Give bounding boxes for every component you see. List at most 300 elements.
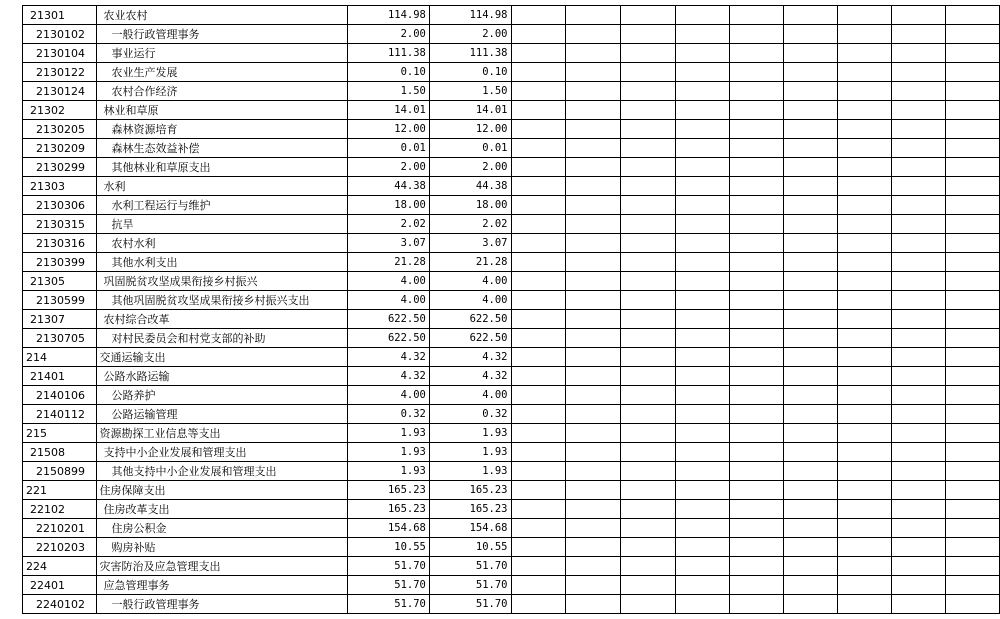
cell-empty	[784, 101, 838, 120]
cell-empty	[784, 272, 838, 291]
cell-empty	[566, 500, 621, 519]
cell-empty	[676, 405, 730, 424]
cell-empty	[891, 272, 945, 291]
cell-code: 21301	[23, 6, 97, 25]
cell-empty	[945, 538, 999, 557]
table-row	[23, 63, 1000, 82]
cell-empty	[511, 215, 566, 234]
cell-name: 森林生态效益补偿	[96, 139, 348, 158]
cell-empty	[566, 291, 621, 310]
cell-empty	[945, 63, 999, 82]
cell-empty	[676, 481, 730, 500]
cell-empty	[676, 63, 730, 82]
table-row	[23, 386, 1000, 405]
cell-empty	[838, 253, 892, 272]
cell-empty	[730, 310, 784, 329]
cell-empty	[891, 158, 945, 177]
cell-empty	[511, 253, 566, 272]
cell-empty	[511, 44, 566, 63]
cell-empty	[945, 519, 999, 538]
cell-empty	[945, 291, 999, 310]
cell-empty	[838, 367, 892, 386]
cell-empty	[891, 101, 945, 120]
cell-empty	[511, 405, 566, 424]
cell-empty	[838, 310, 892, 329]
cell-code: 2130399	[23, 253, 97, 272]
cell-empty	[566, 462, 621, 481]
cell-empty	[838, 291, 892, 310]
cell-empty	[945, 82, 999, 101]
cell-empty	[838, 481, 892, 500]
cell-empty	[676, 158, 730, 177]
cell-empty	[676, 196, 730, 215]
cell-basic: 0.32	[429, 405, 511, 424]
cell-empty	[511, 424, 566, 443]
cell-empty	[511, 538, 566, 557]
cell-total: 21.28	[348, 253, 430, 272]
cell-empty	[891, 519, 945, 538]
cell-total: 2.00	[348, 25, 430, 44]
table-row	[23, 44, 1000, 63]
cell-empty	[511, 25, 566, 44]
table-row	[23, 519, 1000, 538]
cell-name: 资源勘探工业信息等支出	[96, 424, 348, 443]
cell-empty	[676, 348, 730, 367]
cell-empty	[838, 120, 892, 139]
cell-basic: 622.50	[429, 310, 511, 329]
cell-empty	[730, 44, 784, 63]
cell-empty	[676, 272, 730, 291]
cell-code: 2130104	[23, 44, 97, 63]
cell-code: 21307	[23, 310, 97, 329]
cell-basic: 622.50	[429, 329, 511, 348]
cell-empty	[511, 234, 566, 253]
cell-total: 0.32	[348, 405, 430, 424]
cell-code: 21508	[23, 443, 97, 462]
cell-basic: 114.98	[429, 6, 511, 25]
cell-empty	[945, 367, 999, 386]
cell-empty	[945, 500, 999, 519]
cell-empty	[945, 253, 999, 272]
cell-empty	[511, 481, 566, 500]
cell-empty	[676, 367, 730, 386]
cell-empty	[891, 481, 945, 500]
cell-empty	[730, 348, 784, 367]
cell-empty	[511, 63, 566, 82]
cell-total: 18.00	[348, 196, 430, 215]
table-row	[23, 576, 1000, 595]
cell-basic: 1.93	[429, 462, 511, 481]
cell-empty	[891, 367, 945, 386]
cell-empty	[945, 120, 999, 139]
cell-basic: 2.00	[429, 158, 511, 177]
cell-empty	[945, 139, 999, 158]
cell-empty	[621, 101, 676, 120]
cell-basic: 111.38	[429, 44, 511, 63]
cell-empty	[784, 405, 838, 424]
cell-empty	[676, 595, 730, 614]
cell-empty	[945, 405, 999, 424]
cell-empty	[838, 272, 892, 291]
table-row	[23, 25, 1000, 44]
cell-code: 2130205	[23, 120, 97, 139]
cell-empty	[784, 348, 838, 367]
cell-basic: 4.32	[429, 367, 511, 386]
cell-empty	[676, 120, 730, 139]
cell-basic: 0.01	[429, 139, 511, 158]
cell-empty	[621, 177, 676, 196]
cell-total: 622.50	[348, 329, 430, 348]
cell-empty	[676, 234, 730, 253]
cell-empty	[784, 538, 838, 557]
cell-name: 林业和草原	[96, 101, 348, 120]
cell-basic: 1.93	[429, 424, 511, 443]
cell-basic: 165.23	[429, 481, 511, 500]
cell-basic: 4.00	[429, 386, 511, 405]
cell-empty	[891, 348, 945, 367]
cell-total: 2.00	[348, 158, 430, 177]
cell-empty	[838, 443, 892, 462]
cell-empty	[891, 196, 945, 215]
cell-empty	[891, 120, 945, 139]
cell-empty	[891, 538, 945, 557]
cell-empty	[730, 576, 784, 595]
cell-empty	[891, 253, 945, 272]
cell-empty	[784, 25, 838, 44]
cell-empty	[945, 310, 999, 329]
cell-empty	[621, 139, 676, 158]
cell-total: 10.55	[348, 538, 430, 557]
cell-empty	[784, 63, 838, 82]
cell-basic: 165.23	[429, 500, 511, 519]
cell-name: 其他巩固脱贫攻坚成果衔接乡村振兴支出	[96, 291, 348, 310]
cell-empty	[730, 139, 784, 158]
cell-total: 0.10	[348, 63, 430, 82]
cell-name: 农业生产发展	[96, 63, 348, 82]
cell-empty	[676, 44, 730, 63]
cell-code: 2130122	[23, 63, 97, 82]
cell-empty	[891, 25, 945, 44]
cell-basic: 154.68	[429, 519, 511, 538]
cell-empty	[676, 101, 730, 120]
cell-name: 事业运行	[96, 44, 348, 63]
cell-empty	[621, 310, 676, 329]
cell-empty	[566, 234, 621, 253]
cell-total: 154.68	[348, 519, 430, 538]
cell-empty	[945, 481, 999, 500]
cell-empty	[784, 595, 838, 614]
budget-table	[22, 5, 1000, 614]
cell-empty	[891, 424, 945, 443]
cell-empty	[730, 234, 784, 253]
cell-empty	[730, 538, 784, 557]
cell-code: 2130599	[23, 291, 97, 310]
cell-code: 224	[23, 557, 97, 576]
cell-empty	[838, 139, 892, 158]
cell-empty	[945, 234, 999, 253]
cell-basic: 44.38	[429, 177, 511, 196]
cell-empty	[621, 424, 676, 443]
cell-empty	[730, 405, 784, 424]
cell-code: 2210201	[23, 519, 97, 538]
cell-empty	[511, 196, 566, 215]
cell-empty	[566, 63, 621, 82]
cell-empty	[784, 310, 838, 329]
cell-empty	[891, 576, 945, 595]
cell-empty	[784, 6, 838, 25]
cell-empty	[784, 291, 838, 310]
cell-empty	[676, 329, 730, 348]
cell-empty	[511, 6, 566, 25]
cell-empty	[730, 63, 784, 82]
cell-code: 2130299	[23, 158, 97, 177]
cell-empty	[676, 25, 730, 44]
cell-name: 水利工程运行与维护	[96, 196, 348, 215]
cell-total: 4.32	[348, 367, 430, 386]
cell-empty	[676, 291, 730, 310]
cell-empty	[566, 519, 621, 538]
cell-empty	[621, 443, 676, 462]
cell-empty	[784, 424, 838, 443]
cell-empty	[621, 253, 676, 272]
cell-name: 其他水利支出	[96, 253, 348, 272]
table-row	[23, 481, 1000, 500]
cell-empty	[945, 424, 999, 443]
cell-name: 对村民委员会和村党支部的补助	[96, 329, 348, 348]
cell-empty	[945, 348, 999, 367]
cell-empty	[621, 519, 676, 538]
cell-empty	[621, 25, 676, 44]
cell-empty	[730, 386, 784, 405]
cell-code: 21303	[23, 177, 97, 196]
table-row	[23, 329, 1000, 348]
cell-empty	[784, 576, 838, 595]
cell-empty	[621, 595, 676, 614]
cell-empty	[566, 367, 621, 386]
cell-empty	[784, 329, 838, 348]
cell-empty	[676, 82, 730, 101]
cell-basic: 51.70	[429, 557, 511, 576]
cell-code: 215	[23, 424, 97, 443]
cell-empty	[838, 234, 892, 253]
cell-basic: 21.28	[429, 253, 511, 272]
cell-total: 12.00	[348, 120, 430, 139]
cell-code: 21401	[23, 367, 97, 386]
cell-basic: 3.07	[429, 234, 511, 253]
cell-empty	[676, 500, 730, 519]
cell-empty	[511, 576, 566, 595]
cell-total: 3.07	[348, 234, 430, 253]
cell-empty	[621, 158, 676, 177]
cell-empty	[891, 500, 945, 519]
cell-empty	[566, 25, 621, 44]
cell-empty	[566, 139, 621, 158]
cell-empty	[730, 272, 784, 291]
cell-empty	[784, 177, 838, 196]
table-row	[23, 462, 1000, 481]
cell-empty	[838, 557, 892, 576]
cell-empty	[730, 215, 784, 234]
cell-name: 巩固脱贫攻坚成果衔接乡村振兴	[96, 272, 348, 291]
cell-empty	[730, 158, 784, 177]
cell-empty	[730, 462, 784, 481]
cell-empty	[838, 158, 892, 177]
cell-basic: 0.10	[429, 63, 511, 82]
cell-empty	[676, 139, 730, 158]
cell-basic: 51.70	[429, 595, 511, 614]
cell-name: 农村合作经济	[96, 82, 348, 101]
cell-empty	[621, 291, 676, 310]
cell-empty	[511, 462, 566, 481]
cell-empty	[511, 329, 566, 348]
cell-empty	[945, 44, 999, 63]
cell-empty	[621, 196, 676, 215]
cell-empty	[838, 462, 892, 481]
cell-total: 14.01	[348, 101, 430, 120]
cell-total: 2.02	[348, 215, 430, 234]
cell-empty	[784, 120, 838, 139]
cell-total: 0.01	[348, 139, 430, 158]
cell-empty	[621, 215, 676, 234]
table-row	[23, 348, 1000, 367]
cell-name: 水利	[96, 177, 348, 196]
cell-empty	[676, 310, 730, 329]
cell-empty	[838, 177, 892, 196]
cell-empty	[784, 44, 838, 63]
cell-empty	[566, 329, 621, 348]
cell-empty	[730, 557, 784, 576]
table-row	[23, 367, 1000, 386]
cell-empty	[784, 196, 838, 215]
cell-total: 165.23	[348, 500, 430, 519]
cell-empty	[784, 386, 838, 405]
table-row	[23, 215, 1000, 234]
cell-empty	[945, 215, 999, 234]
cell-name: 交通运输支出	[96, 348, 348, 367]
cell-empty	[945, 595, 999, 614]
cell-empty	[566, 177, 621, 196]
table-row	[23, 424, 1000, 443]
cell-empty	[511, 82, 566, 101]
cell-empty	[566, 481, 621, 500]
table-row	[23, 291, 1000, 310]
table-row	[23, 177, 1000, 196]
cell-empty	[891, 557, 945, 576]
cell-total: 111.38	[348, 44, 430, 63]
cell-empty	[730, 291, 784, 310]
cell-empty	[838, 82, 892, 101]
table-row	[23, 595, 1000, 614]
cell-code: 2140112	[23, 405, 97, 424]
cell-empty	[838, 405, 892, 424]
cell-name: 住房公积金	[96, 519, 348, 538]
cell-empty	[838, 6, 892, 25]
cell-total: 1.50	[348, 82, 430, 101]
cell-empty	[621, 576, 676, 595]
cell-empty	[838, 538, 892, 557]
cell-empty	[566, 82, 621, 101]
cell-empty	[566, 443, 621, 462]
cell-code: 2130315	[23, 215, 97, 234]
cell-empty	[784, 481, 838, 500]
table-row	[23, 405, 1000, 424]
cell-basic: 12.00	[429, 120, 511, 139]
cell-name: 一般行政管理事务	[96, 25, 348, 44]
cell-empty	[891, 291, 945, 310]
cell-empty	[566, 196, 621, 215]
cell-code: 22401	[23, 576, 97, 595]
cell-empty	[730, 519, 784, 538]
cell-name: 其他林业和草原支出	[96, 158, 348, 177]
cell-empty	[730, 120, 784, 139]
cell-empty	[566, 215, 621, 234]
cell-empty	[511, 158, 566, 177]
cell-empty	[676, 462, 730, 481]
cell-code: 2130306	[23, 196, 97, 215]
cell-empty	[891, 139, 945, 158]
cell-total: 51.70	[348, 557, 430, 576]
cell-empty	[621, 462, 676, 481]
cell-empty	[838, 63, 892, 82]
cell-empty	[511, 139, 566, 158]
cell-empty	[730, 6, 784, 25]
cell-code: 2240102	[23, 595, 97, 614]
cell-empty	[730, 177, 784, 196]
cell-total: 114.98	[348, 6, 430, 25]
cell-empty	[730, 329, 784, 348]
cell-empty	[621, 234, 676, 253]
cell-empty	[621, 367, 676, 386]
cell-empty	[838, 44, 892, 63]
cell-empty	[891, 6, 945, 25]
cell-empty	[566, 44, 621, 63]
cell-code: 21305	[23, 272, 97, 291]
cell-total: 165.23	[348, 481, 430, 500]
cell-empty	[676, 6, 730, 25]
cell-empty	[891, 82, 945, 101]
cell-empty	[838, 196, 892, 215]
cell-empty	[891, 595, 945, 614]
cell-empty	[676, 443, 730, 462]
cell-empty	[511, 386, 566, 405]
table-row	[23, 500, 1000, 519]
cell-empty	[676, 424, 730, 443]
cell-empty	[621, 405, 676, 424]
cell-empty	[945, 329, 999, 348]
cell-empty	[511, 120, 566, 139]
cell-empty	[676, 557, 730, 576]
cell-code: 2130209	[23, 139, 97, 158]
cell-basic: 1.93	[429, 443, 511, 462]
table-row	[23, 139, 1000, 158]
cell-empty	[511, 291, 566, 310]
cell-empty	[676, 177, 730, 196]
cell-empty	[511, 595, 566, 614]
cell-total: 4.00	[348, 386, 430, 405]
cell-name: 抗旱	[96, 215, 348, 234]
cell-empty	[838, 576, 892, 595]
cell-name: 公路水路运输	[96, 367, 348, 386]
cell-basic: 10.55	[429, 538, 511, 557]
cell-empty	[838, 500, 892, 519]
cell-empty	[511, 177, 566, 196]
cell-name: 公路运输管理	[96, 405, 348, 424]
cell-code: 2140106	[23, 386, 97, 405]
cell-empty	[945, 443, 999, 462]
cell-empty	[730, 481, 784, 500]
table-row	[23, 101, 1000, 120]
table-row	[23, 196, 1000, 215]
